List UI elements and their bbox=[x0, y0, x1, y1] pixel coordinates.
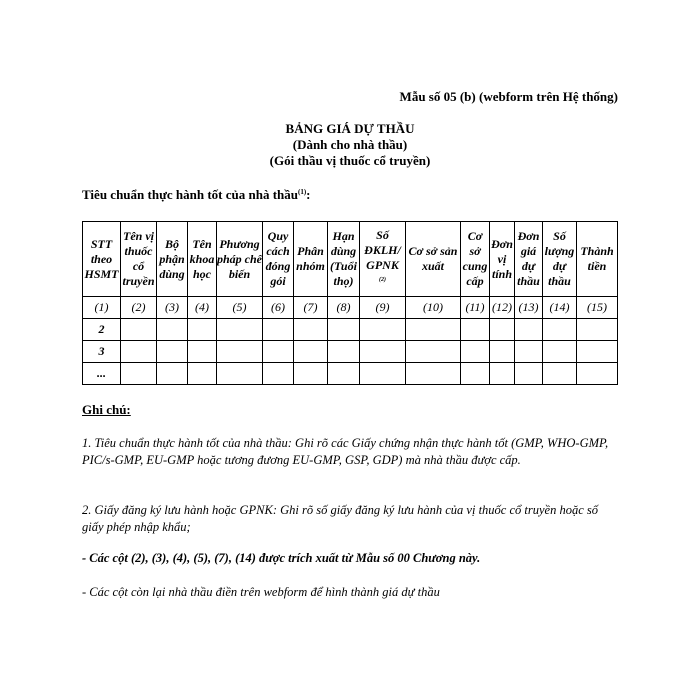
bid-price-table bbox=[82, 221, 618, 385]
empty-cell bbox=[188, 319, 217, 341]
empty-cell bbox=[577, 319, 618, 341]
empty-cell bbox=[490, 363, 515, 385]
column-number-cell: (5) bbox=[217, 297, 263, 319]
column-number-cell: (12) bbox=[490, 297, 515, 319]
empty-cell bbox=[121, 341, 157, 363]
empty-cell bbox=[328, 319, 360, 341]
header-cell: Cơ sở cung cấp bbox=[461, 222, 490, 297]
empty-cell bbox=[188, 363, 217, 385]
empty-cell bbox=[188, 341, 217, 363]
table-header-row bbox=[83, 222, 618, 297]
empty-cell bbox=[217, 363, 263, 385]
header-cell: Phương pháp chế biến bbox=[217, 222, 263, 297]
header-cell: Thành tiền bbox=[577, 222, 618, 297]
row-index-cell: 3 bbox=[83, 341, 121, 363]
empty-cell bbox=[294, 341, 328, 363]
title-block bbox=[0, 121, 700, 169]
empty-cell bbox=[406, 319, 461, 341]
empty-cell bbox=[294, 319, 328, 341]
row-index-cell: 2 bbox=[83, 319, 121, 341]
empty-cell bbox=[263, 363, 294, 385]
empty-cell bbox=[490, 319, 515, 341]
notes-section bbox=[82, 401, 622, 599]
header-cell: STT theo HSMT bbox=[83, 222, 121, 297]
column-number-row bbox=[83, 297, 618, 319]
empty-cell bbox=[515, 319, 543, 341]
column-number-cell: (11) bbox=[461, 297, 490, 319]
header-cell: Phân nhóm bbox=[294, 222, 328, 297]
header-cell: Bộ phận dùng bbox=[157, 222, 188, 297]
row-index-cell: ... bbox=[83, 363, 121, 385]
empty-cell bbox=[121, 319, 157, 341]
empty-cell bbox=[121, 363, 157, 385]
column-number-cell: (13) bbox=[515, 297, 543, 319]
empty-cell bbox=[490, 341, 515, 363]
note-4: - Các cột còn lại nhà thầu điền trên webform để hình thành giá dự thầu bbox=[82, 585, 440, 599]
empty-cell bbox=[461, 319, 490, 341]
standard-line bbox=[82, 187, 311, 203]
empty-cell bbox=[577, 363, 618, 385]
empty-cell bbox=[515, 341, 543, 363]
empty-cell bbox=[217, 341, 263, 363]
form-number: Mẫu số 05 (b) (webform trên Hệ thống) bbox=[399, 89, 618, 104]
table-row bbox=[83, 319, 618, 341]
empty-cell bbox=[328, 341, 360, 363]
empty-cell bbox=[217, 319, 263, 341]
empty-cell bbox=[360, 341, 406, 363]
header-cell: Tên vị thuốc cổ truyền bbox=[121, 222, 157, 297]
column-number-cell: (7) bbox=[294, 297, 328, 319]
empty-cell bbox=[461, 341, 490, 363]
header-cell bbox=[360, 222, 406, 297]
empty-cell bbox=[263, 341, 294, 363]
column-number-cell: (10) bbox=[406, 297, 461, 319]
column-number-cell: (2) bbox=[121, 297, 157, 319]
document-title: BẢNG GIÁ DỰ THẦU bbox=[285, 121, 415, 136]
table-row bbox=[83, 341, 618, 363]
empty-cell bbox=[406, 341, 461, 363]
document-subtitle-1: (Dành cho nhà thầu) bbox=[292, 137, 408, 152]
empty-cell bbox=[360, 363, 406, 385]
empty-cell bbox=[157, 363, 188, 385]
standard-label: Tiêu chuẩn thực hành tốt của nhà thầu bbox=[82, 187, 298, 202]
empty-cell bbox=[577, 341, 618, 363]
empty-cell bbox=[543, 319, 577, 341]
header-cell: Tên khoa học bbox=[188, 222, 217, 297]
column-number-cell: (14) bbox=[543, 297, 577, 319]
column-number-cell: (8) bbox=[328, 297, 360, 319]
note-1: 1. Tiêu chuẩn thực hành tốt của nhà thầu: Ghi rõ các Giấy chứng nhận thực hành tốt (GMP, WHO-GMP, PIC/s-GMP, EU-GMP hoặc tương đương EU-GMP, GSP, GDP) mà nhà thầu được cấp. bbox=[82, 436, 609, 467]
column-number-cell: (6) bbox=[263, 297, 294, 319]
note-2: 2. Giấy đăng ký lưu hành hoặc GPNK: Ghi rõ số giấy đăng ký lưu hành của vị thuốc cổ truyền hoặc số giấy phép nhập khẩu; bbox=[82, 503, 598, 534]
column-number-cell: (4) bbox=[188, 297, 217, 319]
header-footnote-ref: (2) bbox=[379, 277, 386, 283]
note-3: - Các cột (2), (3), (4), (5), (7), (14) được trích xuất từ Mẫu số 00 Chương này. bbox=[82, 551, 481, 565]
column-number-cell: (1) bbox=[83, 297, 121, 319]
standard-colon: : bbox=[306, 187, 311, 202]
empty-cell bbox=[543, 341, 577, 363]
standard-footnote-ref: (1) bbox=[298, 188, 307, 196]
header-cell: Cơ sở sản xuất bbox=[406, 222, 461, 297]
empty-cell bbox=[406, 363, 461, 385]
header-label: Số ĐKLH/ GPNK bbox=[364, 228, 401, 272]
empty-cell bbox=[515, 363, 543, 385]
header-cell: Quy cách đóng gói bbox=[263, 222, 294, 297]
header-cell: Đơn vị tính bbox=[490, 222, 515, 297]
empty-cell bbox=[461, 363, 490, 385]
column-number-cell: (15) bbox=[577, 297, 618, 319]
empty-cell bbox=[328, 363, 360, 385]
empty-cell bbox=[263, 319, 294, 341]
empty-cell bbox=[294, 363, 328, 385]
column-number-cell: (3) bbox=[157, 297, 188, 319]
header-cell: Hạn dùng (Tuổi thọ) bbox=[328, 222, 360, 297]
column-number-cell: (9) bbox=[360, 297, 406, 319]
notes-heading: Ghi chú: bbox=[82, 402, 131, 417]
table-row bbox=[83, 363, 618, 385]
empty-cell bbox=[543, 363, 577, 385]
document-subtitle-2: (Gói thầu vị thuốc cổ truyền) bbox=[269, 153, 431, 168]
empty-cell bbox=[157, 319, 188, 341]
header-cell: Đơn giá dự thầu bbox=[515, 222, 543, 297]
header-cell: Số lượng dự thầu bbox=[543, 222, 577, 297]
empty-cell bbox=[157, 341, 188, 363]
empty-cell bbox=[360, 319, 406, 341]
